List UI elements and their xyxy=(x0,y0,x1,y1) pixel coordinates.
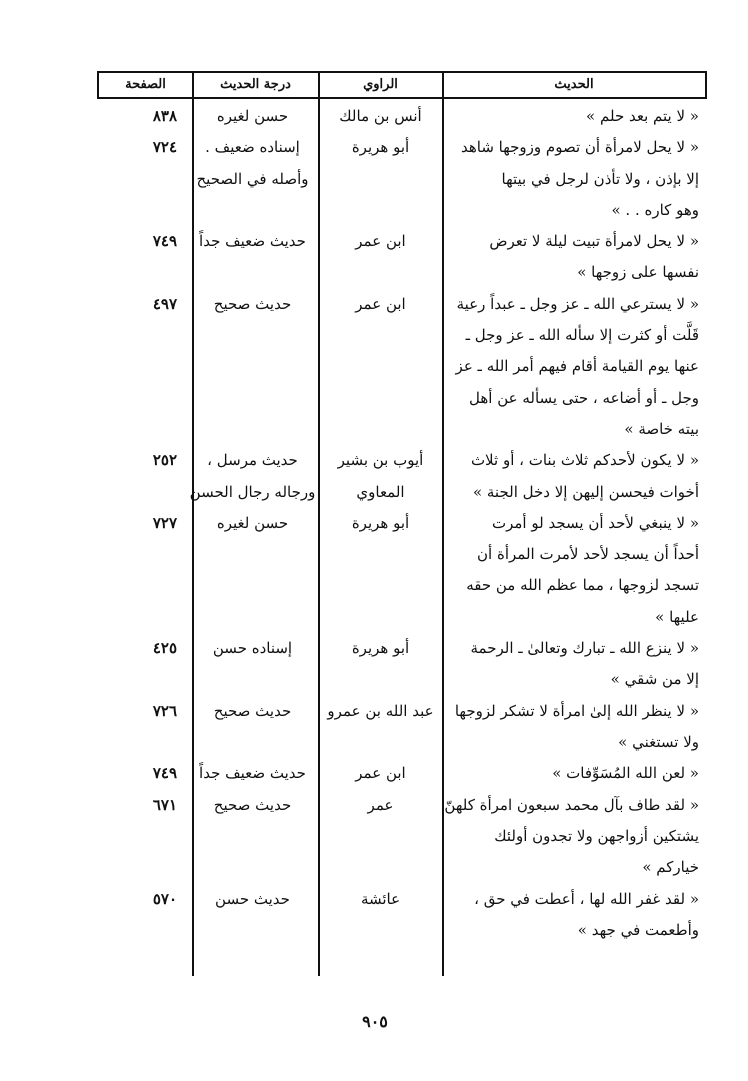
hadith-text xyxy=(443,132,699,226)
narrator-line: أبو هريرة xyxy=(351,639,410,658)
narrator xyxy=(319,633,442,664)
narrator xyxy=(319,226,442,257)
hadith-grade xyxy=(187,445,318,508)
hadith-text-line: « لا ينظر الله إلىٰ امرأة لا تشكر لزوجها xyxy=(454,701,699,720)
narrator-line: ابن عمر xyxy=(355,294,406,313)
narrator xyxy=(319,758,442,789)
hadith-text-line: عنها يوم القيامة أقام فيهم أمر الله ـ عز xyxy=(455,357,699,376)
hadith-text-line: وهو كاره . . » xyxy=(611,200,699,219)
hadith-grade-line: حديث صحيح xyxy=(213,795,292,814)
hadith-grade xyxy=(187,289,318,320)
hadith-text-line: « لا يحل لامرأة أن تصوم وزوجها شاهد xyxy=(460,138,699,157)
hadith-text-line: أحداً أن يسجد لأحد لأمرت المرأة أن xyxy=(477,545,699,564)
hadith-grade xyxy=(187,884,318,915)
narrator-line: أبو هريرة xyxy=(351,138,410,157)
narrator xyxy=(319,132,442,163)
page-ref: ٤٩٧ xyxy=(152,294,177,313)
hadith-text-line: عليها » xyxy=(655,607,699,626)
hadith-grade-line: حديث حسن xyxy=(215,889,290,908)
hadith-text-line: إلا من شقي » xyxy=(610,670,699,689)
page-ref: ٧٢٦ xyxy=(152,701,177,720)
hadith-text-line: يشتكين أزواجهن ولا تجدون أولئك xyxy=(494,826,699,845)
narrator xyxy=(319,790,442,821)
hadith-text-line: « لا يحل لامرأة تبيت ليلة لا تعرض xyxy=(489,232,699,251)
header-narrator: الراوي xyxy=(363,77,398,92)
hadith-text-line: وأطعمت في جهد » xyxy=(577,920,699,939)
hadith-text xyxy=(443,790,699,884)
hadith-text-line: ولا تستغني » xyxy=(618,732,699,751)
narrator xyxy=(319,289,442,320)
narrator-line: ابن عمر xyxy=(355,764,406,783)
hadith-text-line: « لا يسترعي الله ـ عز وجل ـ عبداً رعية xyxy=(456,294,699,313)
hadith-text-line: « لا يكون لأحدكم ثلاث بنات ، أو ثلاث xyxy=(470,451,699,470)
hadith-grade-line: ورجاله رجال الحسن xyxy=(189,482,316,501)
hadith-text-line: « لا ينبغي لأحد أن يسجد لو أمرت xyxy=(492,513,699,532)
hadith-text-line: قَلَّت أو كثرت إلا سأله الله ـ عز وجل ـ xyxy=(465,326,699,345)
page-ref: ٥٧٠ xyxy=(152,889,177,908)
hadith-grade xyxy=(187,696,318,727)
hadith-grade-line: حديث صحيح xyxy=(213,701,292,720)
hadith-text xyxy=(443,758,699,789)
hadith-text xyxy=(443,289,699,445)
hadith-grade xyxy=(187,633,318,664)
hadith-text xyxy=(443,633,699,696)
header-grade: درجة الحديث xyxy=(220,77,291,92)
narrator-line: أبو هريرة xyxy=(351,513,410,532)
narrator-line: المعاوي xyxy=(356,482,405,501)
hadith-text-line: بيته خاصة » xyxy=(624,419,699,438)
hadith-grade xyxy=(187,508,318,539)
narrator xyxy=(319,884,442,915)
hadith-text-line: تسجد لزوجها ، مما عظم الله من حقه xyxy=(466,576,699,595)
narrator xyxy=(319,445,442,508)
hadith-text-line: « لعن الله المُسَوِّفات » xyxy=(552,764,699,783)
hadith-grade-line: حديث صحيح xyxy=(213,294,292,313)
hadith-grade xyxy=(187,226,318,257)
hadith-grade-line: حديث مرسل ، xyxy=(207,451,298,470)
hadith-text-line: « لا ينزع الله ـ تبارك وتعالىٰ ـ الرحمة xyxy=(470,639,699,658)
hadith-grade-line: حديث ضعيف جداً xyxy=(199,764,306,783)
narrator-line: أيوب بن بشير xyxy=(337,451,424,470)
hadith-grade-line: إسناده ضعيف . xyxy=(205,138,300,157)
narrator-line: عائشة xyxy=(360,889,401,908)
hadith-text-line: أخوات فيحسن إليهن إلا دخل الجنة » xyxy=(472,482,699,501)
hadith-text-line: « لقد غفر الله لها ، أعطت في حق ، xyxy=(474,889,699,908)
narrator xyxy=(319,508,442,539)
hadith-grade-line: حسن لغيره xyxy=(216,513,289,532)
hadith-grade xyxy=(187,132,318,195)
hadith-index-table xyxy=(97,71,707,976)
hadith-grade-line: إسناده حسن xyxy=(212,639,293,658)
page-ref: ٦٧١ xyxy=(152,795,177,814)
hadith-text xyxy=(443,445,699,508)
hadith-grade xyxy=(187,758,318,789)
hadith-text-line: إلا بإذن ، ولا تأذن لرجل في بيتها xyxy=(501,169,699,188)
header-page: الصفحة xyxy=(125,77,166,92)
narrator xyxy=(319,101,442,132)
hadith-text-line: « لقد طاف بآل محمد سبعون امرأة كلهنّ xyxy=(444,795,699,814)
narrator-line: عمر xyxy=(367,795,394,814)
hadith-text-line: « لا يتم بعد حلم » xyxy=(586,107,699,125)
header-hadith: الحديث xyxy=(554,77,594,92)
hadith-text xyxy=(443,101,699,132)
hadith-grade xyxy=(187,790,318,821)
page-number: ٩٠٥ xyxy=(362,1012,388,1031)
hadith-grade-line: حسن لغيره xyxy=(216,107,289,125)
page-ref: ٧٤٩ xyxy=(152,764,177,783)
page-ref: ٧٢٧ xyxy=(152,513,177,532)
hadith-text xyxy=(443,696,699,759)
narrator-line: أنس بن مالك xyxy=(339,107,422,125)
hadith-text xyxy=(443,226,699,289)
hadith-text xyxy=(443,884,699,947)
page-ref: ٧٤٩ xyxy=(152,232,177,251)
hadith-text xyxy=(443,508,699,633)
hadith-text-line: وجل ـ أو أضاعه ، حتى يسأله عن أهل xyxy=(469,388,699,407)
page-ref: ٤٢٥ xyxy=(152,639,177,658)
hadith-grade-line: وأصله في الصحيح xyxy=(196,169,309,188)
page-ref: ٨٣٨ xyxy=(152,107,177,125)
narrator xyxy=(319,696,442,727)
page-ref: ٧٢٤ xyxy=(152,138,177,157)
hadith-text-line: خياركم » xyxy=(642,858,699,877)
hadith-grade-line: حديث ضعيف جداً xyxy=(199,232,306,251)
hadith-grade xyxy=(187,101,318,132)
narrator-line: عبد الله بن عمرو xyxy=(327,701,434,720)
hadith-text-line: نفسها على زوجها » xyxy=(577,263,699,282)
narrator-line: ابن عمر xyxy=(355,232,406,251)
page-ref: ٢٥٢ xyxy=(152,451,177,470)
